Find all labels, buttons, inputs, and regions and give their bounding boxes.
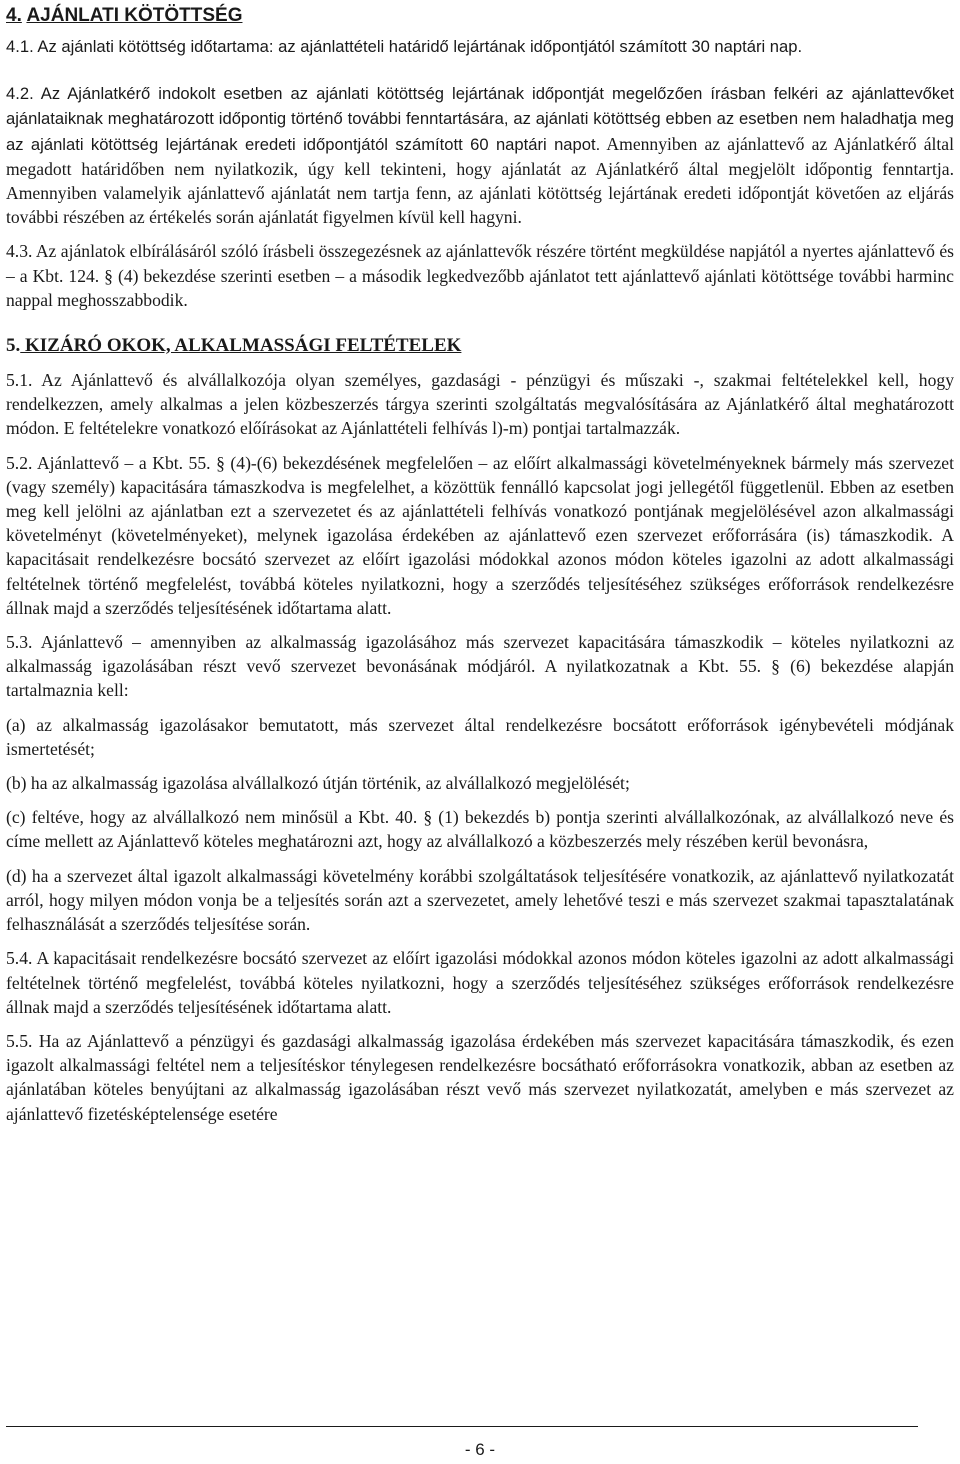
list-item-b: (b) ha az alkalmasság igazolása alvállalkozó útján történik, az alvállalkozó megjelölését; — [6, 773, 630, 794]
section-4-heading — [6, 4, 954, 28]
section-5-heading-text: KIZÁRÓ OKOK, ALKALMASSÁGI FELTÉTELEK — [20, 335, 462, 357]
paragraph-5-5: 5.5. Ha az Ajánlattevő a pénzügyi és gazdasági alkalmasság igazolása érdekében más szervezet kapacitására támaszkodik, és ezen igazolt alkalmassági feltétel nem a teljesítéskor ténylegesen rendelkezésre bocsátható erőforrásokra vonatkozik, abban az esetben az ajánlatában köteles benyújtani az alkalmasság igazolásában részt vevő más szervezet nyilatkozatát, amelyben e más szervezet az ajánlattevő fizetésképtelensége esetére — [6, 1030, 954, 1124]
paragraph-5-4: 5.4. A kapacitásait rendelkezésre bocsátó szervezet az előírt igazolási módokkal azonos módon köteles igazolni az adott alkalmassági feltételnek történő megfelelést, továbbá köteles nyilatkozni, hogy a szerződés teljesítéséhez szükséges erőforrások rendelkezésre állnak majd a szerződés teljesítésének időtartama alatt. — [6, 948, 954, 1017]
paragraph-4-2 — [6, 81, 954, 229]
paragraph-4-1: 4.1. Az ajánlati kötöttség időtartama: az ajánlattételi határidő lejártának időpontjától számított 30 naptári nap. — [6, 37, 803, 56]
paragraph-5-3: 5.3. Ajánlattevő – amennyiben az alkalmasság igazolásához más szervezet kapacitására támaszkodik – köteles nyilatkozni az alkalmasság igazolásában részt vevő szervezet bevonásának módjáról. A nyilatkozatnak a Kbt. 55. § (6) bekezdése alapján tartalmaznia kell: — [6, 632, 954, 701]
list-item-d: (d) ha a szervezet által igazolt alkalmassági követelmény korábbi szolgáltatások teljesítésére vonatkozik, az ajánlattevő nyilatkozatát arról, hogy milyen módon vonja be a teljesítés során azt a szervezetet, amely lehetővé teszi e más szervezet szakmai tapasztalatának felhasználását a szerződés teljesítése során. — [6, 865, 954, 935]
paragraph-5-1: 5.1. Az Ajánlattevő és alvállalkozója olyan személyes, gazdasági - pénzügyi és műszaki -, szakmai feltételekkel kell, hogy rendelkezzen, amely alkalmas a jelen közbeszerzés tárgya szerinti szolgáltatás megvalósítására az Ajánlatkérő által meghatározott módon. E feltételekre vonatkozó előírásokat az Ajánlattételi felhívás l)-m) pontjai tartalmazzák. — [6, 370, 954, 439]
document-page — [6, 4, 954, 1136]
section-5-heading — [6, 334, 954, 358]
list-item-a: (a) az alkalmasság igazolásakor bemutatott, más szervezet által rendelkezésre bocsátott erőforrások igénybevételi módjának ismertetését; — [6, 714, 954, 759]
paragraph-4-2-part1: 4.2. Az Ajánlatkérő indokolt esetben az ajánlati kötöttség lejártának időpontját megelőzően írásban felkéri az ajánlattevőket ajánlataiknak meghatározott időpontig történő további fenntartására, az ajánlati kötöttség ebben az esetben nem haladhatja meg az ajánlati kötöttség lejártának eredeti időpontjától számított 60 naptári napot. — [6, 84, 954, 154]
list-item-c: (c) feltéve, hogy az alvállalkozó nem minősül a Kbt. 40. § (1) bekezdés b) pontja szerinti alvállalkozónak, az alvállalkozó neve és címe mellett az Ajánlattevő köteles meghatározni azt, hogy az alvállalkozó a közbeszerzés mely részében kerül bevonásra, — [6, 807, 954, 852]
page-number: - 6 - — [464, 1440, 496, 1459]
paragraph-5-2: 5.2. Ajánlattevő – a Kbt. 55. § (4)-(6) bekezdésének megfelelően – az előírt alkalmassági követelményeknek bármely más szervezet (vagy személy) kapacitására támaszkodva is megfelelhet, a közöttük fennálló kapcsolat jogi jellegétől függetlenül. Ebben az esetben meg kell jelölni az ajánlatban ezt a szervezetet és az ajánlattételi felhívás vonatkozó pontjának megjelölésével azon alkalmassági követelményt (követelményeket), melynek igazolása érdekében az ajánlattevő ezen szervezet erőforrására (is) támaszkodik. A kapacitásait rendelkezésre bocsátó szervezet az előírt igazolási módokkal azonos módon köteles igazolni az adott alkalmassági feltételnek történő megfelelést, továbbá köteles nyilatkozni, hogy a szerződés teljesítéséhez szükséges erőforrások rendelkezésre állnak majd a szerződés teljesítésének időtartama alatt. — [6, 452, 954, 618]
section-5-heading-number: 5. — [6, 335, 21, 357]
paragraph-4-2-part2: Amennyiben az ajánlattevő az Ajánlatkérő által megadott határidőben nem nyilatkozik, úgy kell tekinteni, hogy ajánlatát az Ajánlatkérő által megjelölt időpontig fenntartja. Amennyiben valamelyik ajánlattevő ajánlatát nem tartja fenn, az ajánlati kötöttség lejártának eredeti időpontját követően az eljárás további részében az értékelés során ajánlatát figyelmen kívül kell hagyni. — [6, 133, 954, 228]
section-4-heading-text: AJÁNLATI KÖTÖTTSÉG — [26, 5, 243, 26]
footer-divider — [6, 1426, 918, 1427]
section-4-heading-number: 4. — [6, 5, 22, 26]
paragraph-4-3: 4.3. Az ajánlatok elbírálásáról szóló írásbeli összegezésnek az ajánlattevők részére történt megküldése napjától a nyertes ajánlattevő és – a Kbt. 124. § (4) bekezdése szerinti esetben – a második legkedvezőbb ajánlatot tett ajánlattevő ajánlati kötöttsége további harminc nappal meghosszabbodik. — [6, 241, 954, 310]
